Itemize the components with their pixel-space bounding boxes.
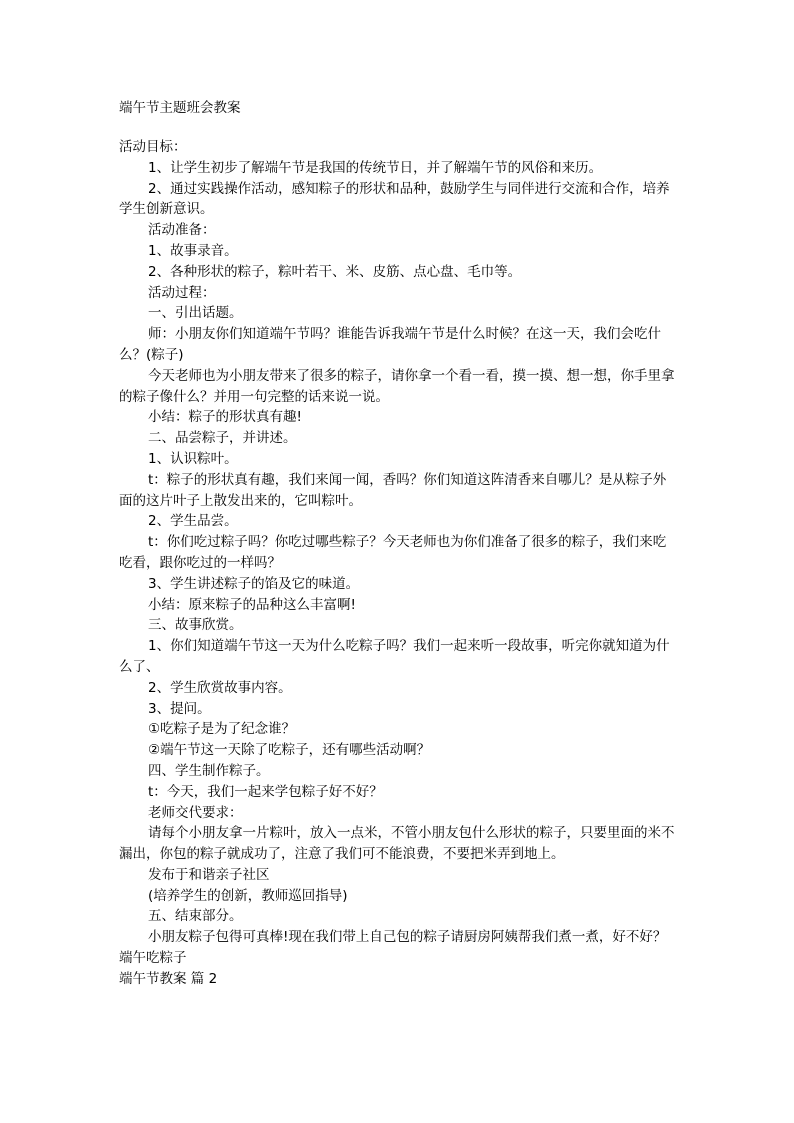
paragraph: 请每个小朋友拿一片粽叶，放入一点米，不管小朋友包什么形状的粽子，只要里面的米不漏出，你包的粽子就成功了，注意了我们可不能浪费，不要把米弄到地上。 xyxy=(119,825,675,863)
paragraph: 活动准备： xyxy=(148,222,216,239)
paragraph: 师：小朋友你们知道端午节吗？谁能告诉我端午节是什么时候？在这一天，我们会吃什么？(粽子) xyxy=(119,326,661,363)
paragraph: (培养学生的创新，教师巡回指导) xyxy=(148,887,348,904)
paragraph: 端午吃粽子 xyxy=(119,950,187,967)
paragraph: 2、学生欣赏故事内容。 xyxy=(148,679,292,696)
paragraph: 1、故事录音。 xyxy=(148,242,238,259)
document-body xyxy=(119,137,679,990)
paragraph: 2、学生品尝。 xyxy=(148,513,238,530)
paragraph: 活动目标： xyxy=(119,139,187,155)
paragraph: 端午节教案 篇 2 xyxy=(119,970,218,987)
paragraph: 三、故事欣赏。 xyxy=(148,617,243,634)
paragraph: 3、学生讲述粽子的馅及它的味道。 xyxy=(148,575,360,592)
paragraph: ②端午节这一天除了吃粽子，还有哪些活动啊？ xyxy=(148,742,431,759)
paragraph: 老师交代要求： xyxy=(148,804,243,821)
paragraph: 五、结束部分。 xyxy=(148,908,243,925)
document-title: 端午节主题班会教案 xyxy=(119,100,241,116)
paragraph: 1、让学生初步了解端午节是我国的传统节日，并了解端午节的风俗和来历。 xyxy=(148,159,603,176)
paragraph: ①吃粽子是为了纪念谁？ xyxy=(148,721,296,738)
paragraph: 今天老师也为小朋友带来了很多的粽子，请你拿一个看一看，摸一摸、想一想，你手里拿的粽子像什么？并用一句完整的话来说一说。 xyxy=(119,367,675,405)
paragraph: 2、各种形状的粽子，粽叶若干、米、皮筋、点心盘、毛巾等。 xyxy=(148,263,522,280)
paragraph: 发布于和谐亲子社区 xyxy=(148,866,270,883)
paragraph: 3、提问。 xyxy=(148,700,211,717)
paragraph: t：今天，我们一起来学包粽子好不好？ xyxy=(148,783,383,800)
paragraph: 四、学生制作粽子。 xyxy=(148,762,270,779)
paragraph: 小结：原来粽子的品种这么丰富啊! xyxy=(148,596,356,613)
paragraph: 活动过程： xyxy=(148,284,216,301)
paragraph: 1、你们知道端午节这一天为什么吃粽子吗？我们一起来听一段故事，听完你就知道为什么了、 xyxy=(119,638,670,675)
paragraph: 2、通过实践操作活动，感知粽子的形状和品种，鼓励学生与同伴进行交流和合作，培养学生创新意识。 xyxy=(119,180,670,218)
paragraph: 1、认识粽叶。 xyxy=(148,450,238,467)
paragraph: 小朋友粽子包得可真棒!现在我们带上自己包的粽子请厨房阿姨帮我们煮一煮，好不好？ xyxy=(148,929,667,946)
paragraph: 一、引出话题。 xyxy=(148,305,243,322)
paragraph: t：粽子的形状真有趣，我们来闻一闻，香吗？你们知道这阵清香来自哪儿？是从粽子外面的这片叶子上散发出来的，它叫粽叶。 xyxy=(119,471,667,509)
paragraph: 二、品尝粽子，并讲述。 xyxy=(148,430,297,447)
paragraph: 小结：粽子的形状真有趣! xyxy=(148,409,302,426)
paragraph: t：你们吃过粽子吗？你吃过哪些粽子？今天老师也为你们准备了很多的粽子，我们来吃吃看，跟你吃过的一样吗？ xyxy=(119,534,667,571)
